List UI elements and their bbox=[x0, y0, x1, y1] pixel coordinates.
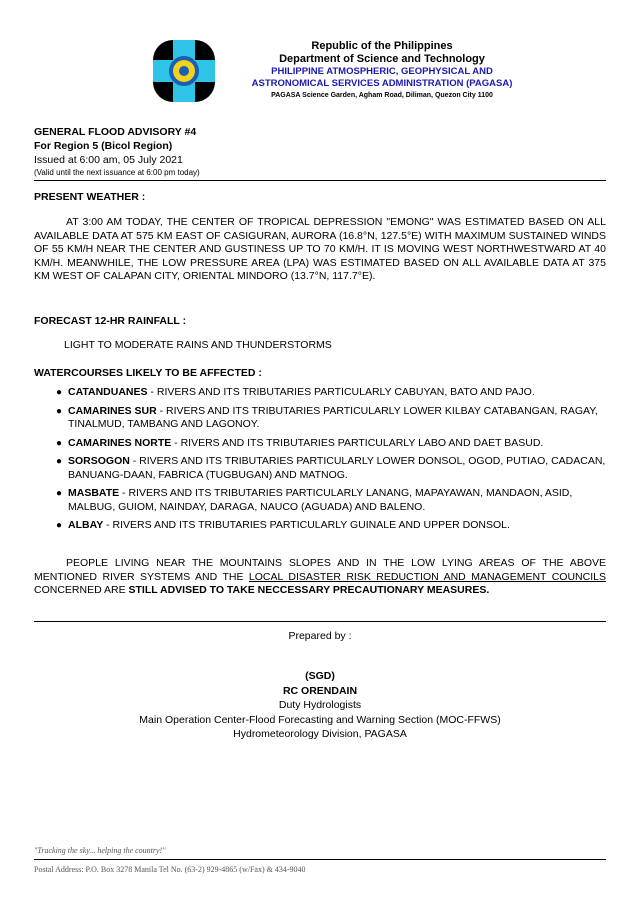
province-name: SORSOGON bbox=[68, 455, 130, 467]
signed-mark: (SGD) bbox=[305, 670, 335, 682]
province-detail: - RIVERS AND ITS TRIBUTARIES PARTICULARLY LABO AND DAET BASUD. bbox=[171, 436, 544, 449]
advisory-issued: Issued at 6:00 am, 05 July 2021 bbox=[34, 154, 183, 166]
signatory-role: Duty Hydrologists bbox=[278, 699, 362, 711]
province-name: CATANDUANES bbox=[68, 386, 148, 398]
watercourses-list bbox=[34, 386, 606, 538]
bullet-icon: ● bbox=[56, 437, 63, 449]
advice-part2: CONCERNED ARE bbox=[34, 584, 129, 596]
province-detail: - RIVERS AND ITS TRIBUTARIES PARTICULARLY LOWER KILBAY CATABANGAN, RAGAY, TINALMUD, TAMBANG AND LAGONOY. bbox=[68, 404, 598, 430]
divider bbox=[34, 180, 606, 181]
list-item bbox=[34, 386, 606, 400]
list-item bbox=[34, 437, 606, 451]
province-detail: - RIVERS AND ITS TRIBUTARIES PARTICULARLY CABUYAN, BATO AND PAJO. bbox=[147, 386, 535, 398]
list-item bbox=[34, 455, 606, 482]
advice-councils: LOCAL DISASTER RISK REDUCTION AND MANAGEMENT COUNCILS bbox=[248, 570, 606, 583]
province-detail: - RIVERS AND ITS TRIBUTARIES PARTICULARLY LANANG, MAPAYAWAN, MANDAON, ASID, MALBUG, GUIOM, NAINDAY, DARAGA, NAUCO (AGUADA) AND BALENO. bbox=[68, 487, 573, 513]
header-agency-line2: ASTRONOMICAL SERVICES ADMINISTRATION (PAGASA) bbox=[251, 78, 513, 89]
pagasa-logo-icon bbox=[151, 38, 217, 104]
present-weather-text: AT 3:00 AM TODAY, THE CENTER OF TROPICAL DEPRESSION "EMONG" WAS ESTIMATED BASED ON ALL AVAILABLE DATA AT 575 KM EAST OF CASIGURAN, AURORA (16.8°N, 127.5°E) WITH MAXIMUM SUSTAINED WINDS OF 55 KM/H NEAR THE CENTER AND GUSTINESS UP TO 70 KM/H. IT IS MOVING WEST NORTHWESTWARD AT 40 KM/H. MEANWHILE, THE LOW PRESSURE AREA (LPA) WAS ESTIMATED BASED ON ALL AVAILABLE DATA AT 375 KM WEST OF CALAPAN CITY, ORIENTAL MINDORO (13.7°N, 117.7°E). bbox=[34, 216, 606, 282]
bullet-icon: ● bbox=[56, 520, 63, 531]
list-item bbox=[34, 519, 606, 533]
province-name: MASBATE bbox=[68, 487, 120, 499]
signatory-division: Hydrometeorology Division, PAGASA bbox=[233, 728, 407, 740]
bullet-icon: ● bbox=[56, 488, 63, 499]
forecast-heading: FORECAST 12-HR RAINFALL : bbox=[34, 315, 187, 327]
advisory-valid: (Valid until the next issuance at 6:00 pm today) bbox=[34, 168, 200, 177]
province-name: CAMARINES NORTE bbox=[68, 436, 172, 449]
footer-postal-address: Postal Address: P.O. Box 3278 Manila Tel No. (63-2) 929-4865 (w/Fax) & 434-9040 bbox=[34, 865, 306, 874]
advisory-info bbox=[34, 125, 614, 179]
agency-header bbox=[232, 40, 532, 101]
signatory-name: RC ORENDAIN bbox=[282, 684, 358, 697]
advice-measures: STILL ADVISED TO TAKE NECCESSARY PRECAUTIONARY MEASURES. bbox=[128, 584, 490, 596]
list-item bbox=[34, 405, 606, 432]
footer-divider bbox=[34, 859, 606, 860]
bullet-icon: ● bbox=[56, 405, 63, 417]
list-item bbox=[34, 487, 606, 514]
advice-part1: PEOPLE LIVING NEAR THE MOUNTAINS SLOPES AND IN THE LOW LYING AREAS OF THE ABOVE MENTIONED RIVER SYSTEMS AND THE bbox=[34, 557, 606, 583]
bullet-icon: ● bbox=[56, 387, 63, 398]
watercourses-heading: WATERCOURSES LIKELY TO BE AFFECTED : bbox=[34, 367, 262, 379]
advisory-title: GENERAL FLOOD ADVISORY #4 bbox=[34, 126, 197, 138]
province-detail: - RIVERS AND ITS TRIBUTARIES PARTICULARLY LOWER DONSOL, OGOD, PUTIAO, CADACAN, BANUANG-DAAN, FABRICA (TUGBUGAN) AND MATNOG. bbox=[68, 455, 606, 481]
divider bbox=[34, 621, 606, 622]
signature-block bbox=[34, 669, 606, 742]
province-name: ALBAY bbox=[68, 519, 104, 531]
signatory-office: Main Operation Center-Flood Forecasting and Warning Section (MOC-FFWS) bbox=[139, 713, 501, 726]
forecast-text: LIGHT TO MODERATE RAINS AND THUNDERSTORMS bbox=[64, 339, 332, 351]
header-agency-line1: PHILIPPINE ATMOSPHERIC, GEOPHYSICAL AND bbox=[271, 66, 493, 77]
header-address: PAGASA Science Garden, Agham Road, Diliman, Quezon City 1100 bbox=[271, 92, 493, 99]
province-detail: - RIVERS AND ITS TRIBUTARIES PARTICULARLY GUINALE AND UPPER DONSOL. bbox=[103, 519, 510, 531]
bullet-icon: ● bbox=[56, 456, 63, 467]
header-department: Department of Science and Technology bbox=[279, 53, 485, 65]
province-name: CAMARINES SUR bbox=[68, 404, 157, 417]
footer-tagline: "Tracking the sky... helping the country!" bbox=[34, 846, 166, 855]
advisory-region: For Region 5 (Bicol Region) bbox=[34, 140, 173, 152]
present-weather-heading: PRESENT WEATHER : bbox=[34, 191, 146, 203]
prepared-by: Prepared by : bbox=[288, 630, 352, 642]
header-country: Republic of the Philippines bbox=[311, 40, 453, 52]
precaution-advice bbox=[34, 557, 606, 598]
